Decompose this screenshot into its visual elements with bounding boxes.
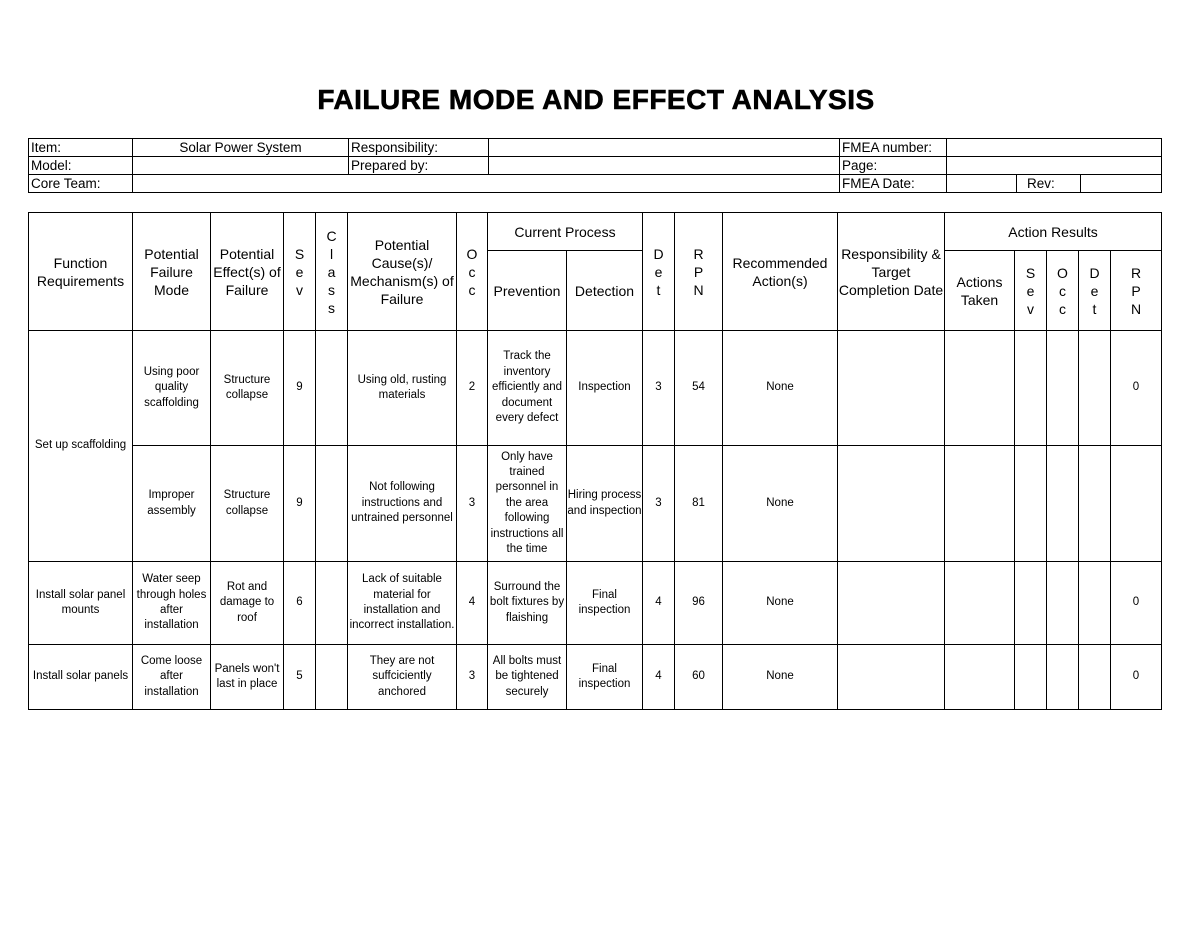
cell-recommended[interactable]: None xyxy=(723,645,838,710)
item-value[interactable]: Solar Power System xyxy=(133,139,349,157)
cell-result-det[interactable] xyxy=(1079,446,1111,562)
cell-result-sev[interactable] xyxy=(1015,446,1047,562)
cell-responsibility[interactable] xyxy=(838,446,945,562)
col-potential-causes: Potential Cause(s)/ Mechanism(s) of Failure xyxy=(348,213,457,331)
cell-prevention[interactable]: All bolts must be tightened securely xyxy=(488,645,567,710)
cell-result-det[interactable] xyxy=(1079,562,1111,645)
page-label: Page: xyxy=(840,157,947,175)
col-potential-effects: Potential Effect(s) of Failure xyxy=(211,213,284,331)
cell-actions-taken[interactable] xyxy=(945,331,1015,446)
col-responsibility: Responsibility & Target Completion Date xyxy=(838,213,945,331)
cell-responsibility[interactable] xyxy=(838,562,945,645)
table-row xyxy=(29,446,1162,562)
page-value[interactable] xyxy=(947,157,1162,175)
cell-effects[interactable]: Rot and damage to roof xyxy=(211,562,284,645)
col-sev: S e v xyxy=(284,213,316,331)
cell-result-occ[interactable] xyxy=(1047,331,1079,446)
col-actions-taken: Actions Taken xyxy=(945,251,1015,331)
model-value[interactable] xyxy=(133,157,349,175)
cell-result-rpn[interactable] xyxy=(1111,446,1162,562)
cell-rpn[interactable]: 96 xyxy=(675,562,723,645)
rev-value[interactable] xyxy=(1081,175,1162,193)
cell-result-rpn[interactable]: 0 xyxy=(1111,331,1162,446)
fmea-number-value[interactable] xyxy=(947,139,1162,157)
cell-rpn[interactable]: 54 xyxy=(675,331,723,446)
cell-function[interactable]: Set up scaffolding xyxy=(29,331,133,562)
cell-detection[interactable]: Hiring process and inspection xyxy=(567,446,643,562)
cell-actions-taken[interactable] xyxy=(945,562,1015,645)
cell-result-det[interactable] xyxy=(1079,331,1111,446)
col-occ: O c c xyxy=(457,213,488,331)
table-row xyxy=(29,645,1162,710)
cell-effects[interactable]: Structure collapse xyxy=(211,446,284,562)
cell-recommended[interactable]: None xyxy=(723,562,838,645)
cell-result-occ[interactable] xyxy=(1047,446,1079,562)
cell-result-rpn[interactable]: 0 xyxy=(1111,645,1162,710)
rev-label: Rev: xyxy=(1017,175,1081,193)
fmea-table xyxy=(28,212,1162,710)
model-label: Model: xyxy=(29,157,133,175)
cell-failure-mode[interactable]: Using poor quality scaffolding xyxy=(133,331,211,446)
cell-cause[interactable]: Not following instructions and untrained personnel xyxy=(348,446,457,562)
cell-det[interactable]: 4 xyxy=(643,645,675,710)
prepared-by-label: Prepared by: xyxy=(349,157,489,175)
col-rpn: R P N xyxy=(675,213,723,331)
cell-actions-taken[interactable] xyxy=(945,645,1015,710)
cell-prevention[interactable]: Surround the bolt fixtures by flaishing xyxy=(488,562,567,645)
cell-function[interactable]: Install solar panels xyxy=(29,645,133,710)
fmea-date-label: FMEA Date: xyxy=(840,175,947,193)
col-det: D e t xyxy=(643,213,675,331)
cell-detection[interactable]: Final inspection xyxy=(567,645,643,710)
table-row xyxy=(29,562,1162,645)
cell-occ[interactable]: 4 xyxy=(457,562,488,645)
cell-responsibility[interactable] xyxy=(838,331,945,446)
cell-class[interactable] xyxy=(316,562,348,645)
col-result-rpn: R P N xyxy=(1111,251,1162,331)
col-current-process: Current Process xyxy=(488,213,643,251)
cell-class[interactable] xyxy=(316,645,348,710)
cell-cause[interactable]: They are not suffciciently anchored xyxy=(348,645,457,710)
col-result-occ: O c c xyxy=(1047,251,1079,331)
cell-prevention[interactable]: Track the inventory efficiently and document every defect xyxy=(488,331,567,446)
cell-failure-mode[interactable]: Come loose after installation xyxy=(133,645,211,710)
cell-det[interactable]: 3 xyxy=(643,331,675,446)
cell-result-occ[interactable] xyxy=(1047,562,1079,645)
cell-cause[interactable]: Using old, rusting materials xyxy=(348,331,457,446)
cell-rpn[interactable]: 81 xyxy=(675,446,723,562)
col-action-results: Action Results xyxy=(945,213,1162,251)
cell-result-sev[interactable] xyxy=(1015,562,1047,645)
cell-failure-mode[interactable]: Improper assembly xyxy=(133,446,211,562)
cell-class[interactable] xyxy=(316,446,348,562)
cell-occ[interactable]: 3 xyxy=(457,446,488,562)
cell-sev[interactable]: 9 xyxy=(284,446,316,562)
cell-result-sev[interactable] xyxy=(1015,645,1047,710)
cell-result-sev[interactable] xyxy=(1015,331,1047,446)
item-label: Item: xyxy=(29,139,133,157)
table-row xyxy=(29,331,1162,446)
col-function-requirements: Function Requirements xyxy=(29,213,133,331)
col-result-sev: S e v xyxy=(1015,251,1047,331)
responsibility-value[interactable] xyxy=(489,139,840,157)
cell-detection[interactable]: Final inspection xyxy=(567,562,643,645)
cell-result-rpn[interactable]: 0 xyxy=(1111,562,1162,645)
cell-occ[interactable]: 2 xyxy=(457,331,488,446)
cell-cause[interactable]: Lack of suitable material for installation and incorrect installation. xyxy=(348,562,457,645)
responsibility-label: Responsibility: xyxy=(349,139,489,157)
cell-sev[interactable]: 9 xyxy=(284,331,316,446)
cell-responsibility[interactable] xyxy=(838,645,945,710)
cell-sev[interactable]: 5 xyxy=(284,645,316,710)
col-prevention: Prevention xyxy=(488,251,567,331)
fmea-date-value[interactable] xyxy=(947,175,1017,193)
cell-recommended[interactable]: None xyxy=(723,446,838,562)
fmea-number-label: FMEA number: xyxy=(840,139,947,157)
col-class: C l a s s xyxy=(316,213,348,331)
cell-det[interactable]: 3 xyxy=(643,446,675,562)
cell-rpn[interactable]: 60 xyxy=(675,645,723,710)
cell-prevention[interactable]: Only have trained personnel in the area following instructions all the time xyxy=(488,446,567,562)
cell-failure-mode[interactable]: Water seep through holes after installation xyxy=(133,562,211,645)
core-team-value[interactable] xyxy=(133,175,840,193)
cell-class[interactable] xyxy=(316,331,348,446)
col-potential-failure-mode: Potential Failure Mode xyxy=(133,213,211,331)
cell-effects[interactable]: Structure collapse xyxy=(211,331,284,446)
cell-result-det[interactable] xyxy=(1079,645,1111,710)
core-team-label: Core Team: xyxy=(29,175,133,193)
cell-recommended[interactable]: None xyxy=(723,331,838,446)
cell-result-occ[interactable] xyxy=(1047,645,1079,710)
cell-effects[interactable]: Panels won't last in place xyxy=(211,645,284,710)
col-result-det: D e t xyxy=(1079,251,1111,331)
cell-occ[interactable]: 3 xyxy=(457,645,488,710)
cell-actions-taken[interactable] xyxy=(945,446,1015,562)
col-detection: Detection xyxy=(567,251,643,331)
cell-function[interactable]: Install solar panel mounts xyxy=(29,562,133,645)
col-recommended-actions: Recommended Action(s) xyxy=(723,213,838,331)
cell-detection[interactable]: Inspection xyxy=(567,331,643,446)
cell-sev[interactable]: 6 xyxy=(284,562,316,645)
page-title: FAILURE MODE AND EFFECT ANALYSIS xyxy=(317,84,875,115)
fmea-header-table xyxy=(28,138,1162,193)
cell-det[interactable]: 4 xyxy=(643,562,675,645)
prepared-by-value[interactable] xyxy=(489,157,840,175)
